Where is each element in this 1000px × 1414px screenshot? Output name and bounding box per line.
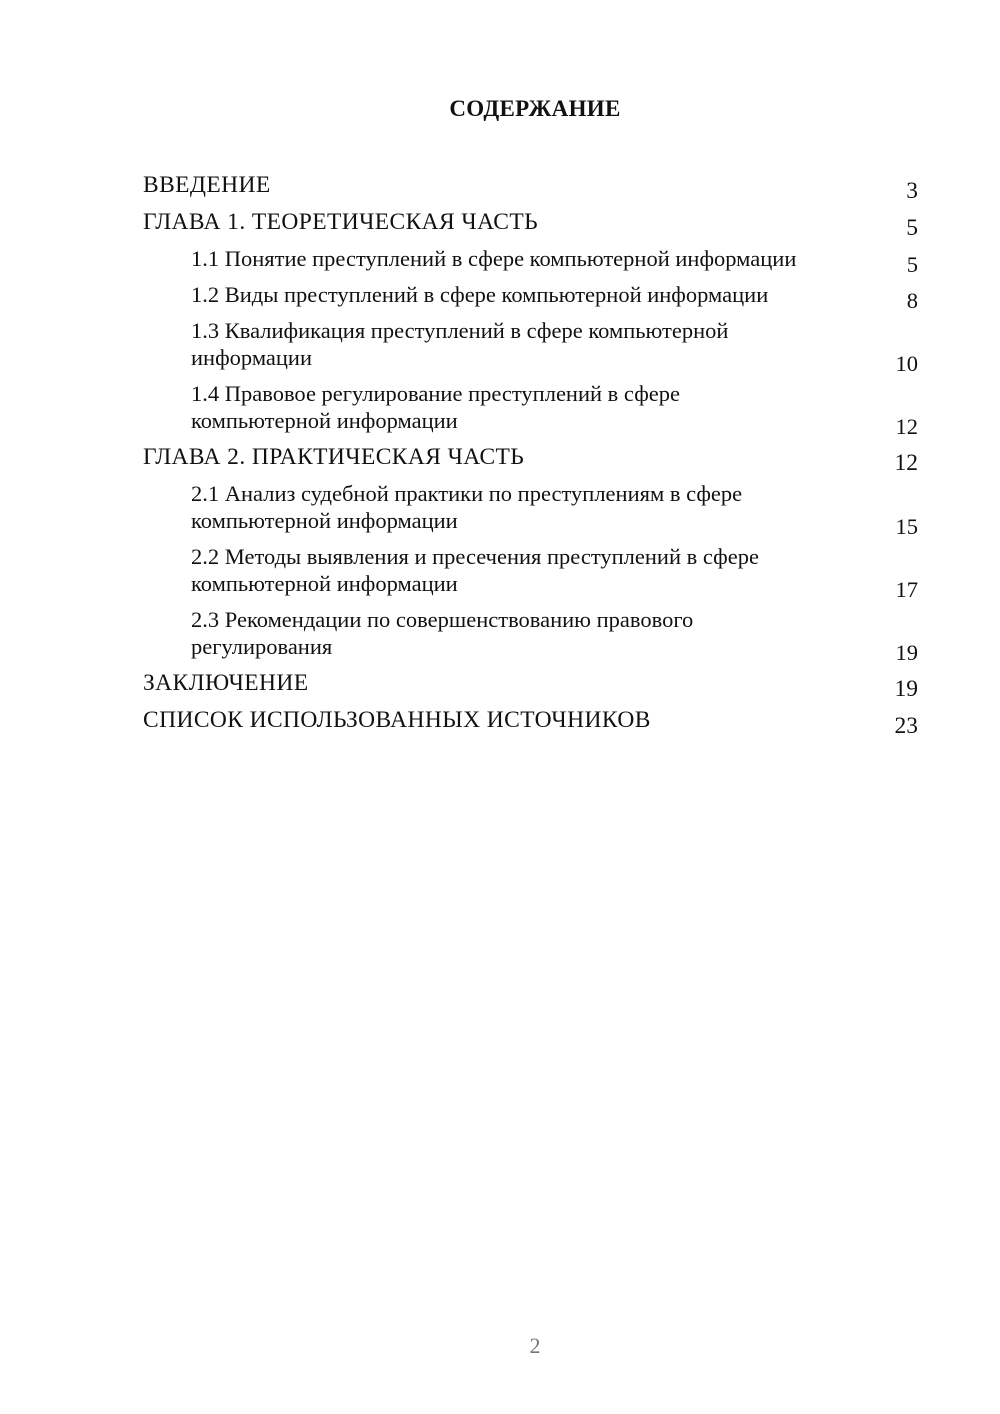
toc-entry-section-1-2	[143, 278, 918, 314]
toc-entry-label: ГЛАВА 1. ТЕОРЕТИЧЕСКАЯ ЧАСТЬ	[143, 209, 538, 235]
toc-entry-introduction	[143, 168, 918, 205]
table-of-contents	[143, 168, 918, 740]
toc-entry-label: 2.1 Анализ судебной практики по преступлениям в сфере компьютерной информации	[191, 481, 743, 533]
page-title: СОДЕРЖАНИЕ	[449, 96, 621, 121]
toc-entry-label: СПИСОК ИСПОЛЬЗОВАННЫХ ИСТОЧНИКОВ	[143, 707, 651, 733]
toc-entry-section-2-2	[143, 540, 918, 603]
toc-entry-page: 8	[906, 288, 918, 313]
toc-entry-page: 3	[906, 178, 918, 204]
toc-entry-label: 1.2 Виды преступлений в сфере компьютерной информации	[191, 282, 769, 307]
toc-entry-label: ГЛАВА 2. ПРАКТИЧЕСКАЯ ЧАСТЬ	[143, 444, 525, 470]
toc-entry-page: 12	[895, 414, 918, 439]
toc-entry-chapter-1	[143, 205, 918, 242]
toc-entry-page: 5	[906, 215, 918, 241]
toc-entry-label: ЗАКЛЮЧЕНИЕ	[143, 670, 309, 696]
toc-entry-conclusion	[143, 666, 918, 703]
toc-entry-section-1-1	[143, 242, 918, 278]
toc-entry-page: 15	[895, 514, 918, 539]
toc-entry-section-1-3	[143, 314, 918, 377]
toc-entry-label: 1.4 Правовое регулирование преступлений в сфере компьютерной информации	[191, 381, 680, 433]
toc-entry-page: 5	[906, 252, 918, 277]
toc-entry-section-1-4	[143, 377, 918, 440]
toc-entry-section-2-3	[143, 603, 918, 666]
toc-entry-label: 2.2 Методы выявления и пресечения преступлений в сфере компьютерной информации	[191, 544, 759, 596]
toc-entry-label: 1.3 Квалификация преступлений в сфере компьютерной информации	[191, 318, 729, 370]
toc-entry-page: 12	[894, 450, 918, 476]
toc-entry-page: 19	[895, 640, 918, 665]
toc-entry-page: 10	[895, 351, 918, 376]
toc-entry-page: 19	[894, 676, 918, 702]
toc-entry-page: 17	[895, 577, 918, 602]
toc-entry-chapter-2	[143, 440, 918, 477]
page-number: 2	[529, 1333, 541, 1358]
toc-entry-section-2-1	[143, 477, 918, 540]
toc-entry-references	[143, 703, 918, 740]
toc-entry-label: 2.3 Рекомендации по совершенствованию правового регулирования	[191, 607, 694, 659]
toc-entry-label: ВВЕДЕНИЕ	[143, 172, 271, 198]
toc-entry-label: 1.1 Понятие преступлений в сфере компьютерной информации	[191, 246, 797, 271]
toc-entry-page: 23	[894, 713, 918, 739]
